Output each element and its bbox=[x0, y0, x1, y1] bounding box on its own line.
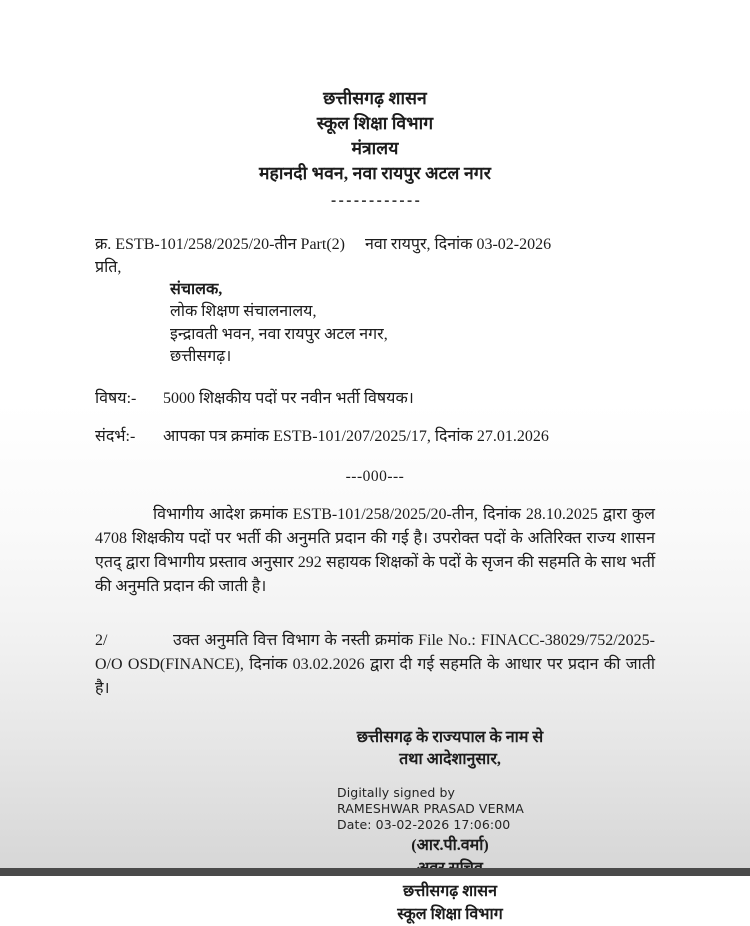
signature-block bbox=[95, 835, 655, 926]
dsc-signer-name: RAMESHWAR PRASAD VERMA bbox=[337, 801, 524, 817]
addressee-office: लोक शिक्षण संचालनालय, bbox=[170, 303, 317, 321]
reference-number: क्र. ESTB-101/258/2025/20-तीन Part(2) bbox=[95, 236, 345, 254]
addressee-name: संचालक, bbox=[170, 281, 223, 299]
closing-block bbox=[95, 727, 655, 772]
subject-row bbox=[95, 386, 655, 408]
body-paragraph-1: विभागीय आदेश क्रमांक ESTB-101/258/2025/20-तीन, दिनांक 28.10.2025 द्वारा कुल 4708 शिक्षकीय पदों पर भर्ती की अनुमति प्रदान की गई है। उपरोक्त पदों के अतिरिक्त राज्य शासन एतद् द्वारा विभागीय प्रस्ताव अनुसार 292 सहायक शिक्षकों के पदों के सृजन की सहमति के साथ भर्ती की अनुमति प्रदान की जाती है। bbox=[95, 505, 655, 595]
dsc-signed-by-label: Digitally signed by bbox=[337, 785, 456, 801]
body-paragraph-2 bbox=[95, 629, 655, 701]
letterhead bbox=[95, 86, 655, 185]
addressee-block bbox=[170, 279, 655, 367]
digital-signature-stamp bbox=[95, 785, 655, 833]
context-row bbox=[95, 424, 655, 446]
paragraph-2-text: उक्त अनुमति वित्त विभाग के नस्ती क्रमांक File No.: FINACC-38029/752/2025-O/O OSD(FINANCE), दिनांक 03.02.2026 द्वारा दी गई सहमति के आधार पर प्रदान की जाती है। bbox=[95, 631, 655, 697]
context-value: आपका पत्र क्रमांक ESTB-101/207/2025/17, दिनांक 27.01.2026 bbox=[163, 427, 549, 445]
addressee-address: इन्द्रावती भवन, नवा रायपुर अटल नगर, bbox=[170, 325, 388, 343]
signatory-name: (आर.पी.वर्मा) bbox=[411, 837, 489, 855]
letterhead-secretariat: मंत्रालय bbox=[351, 137, 399, 158]
letterhead-state-government: छत्तीसगढ़ शासन bbox=[323, 88, 427, 108]
dsc-signed-date: Date: 03-02-2026 17:06:00 bbox=[337, 817, 511, 833]
subject-value: 5000 शिक्षकीय पदों पर नवीन भर्ती विषयक। bbox=[163, 389, 414, 407]
signatory-government: छत्तीसगढ़ शासन bbox=[403, 882, 497, 900]
page-bottom-edge bbox=[0, 868, 750, 876]
closing-by-order-line: तथा आदेशानुसार, bbox=[399, 751, 501, 769]
closing-governor-line: छत्तीसगढ़ के राज्यपाल के नाम से bbox=[356, 728, 544, 746]
to-label: प्रति, bbox=[95, 259, 122, 277]
letterhead-address: महानदी भवन, नवा रायपुर अटल नगर bbox=[258, 162, 491, 183]
signatory-department: स्कूल शिक्षा विभाग bbox=[397, 905, 503, 923]
letterhead-department: स्कूल शिक्षा विभाग bbox=[316, 112, 434, 133]
subject-label: विषय:- bbox=[95, 389, 137, 407]
context-label: संदर्भ:- bbox=[95, 427, 136, 445]
paragraph-2-number: 2/ bbox=[95, 631, 108, 649]
header-divider: ------------ bbox=[329, 194, 421, 211]
addressee-state: छत्तीसगढ़। bbox=[170, 347, 232, 365]
body-separator: ---000--- bbox=[345, 467, 405, 485]
reference-line bbox=[95, 232, 655, 254]
reference-place-date: नवा रायपुर, दिनांक 03-02-2026 bbox=[364, 236, 552, 254]
